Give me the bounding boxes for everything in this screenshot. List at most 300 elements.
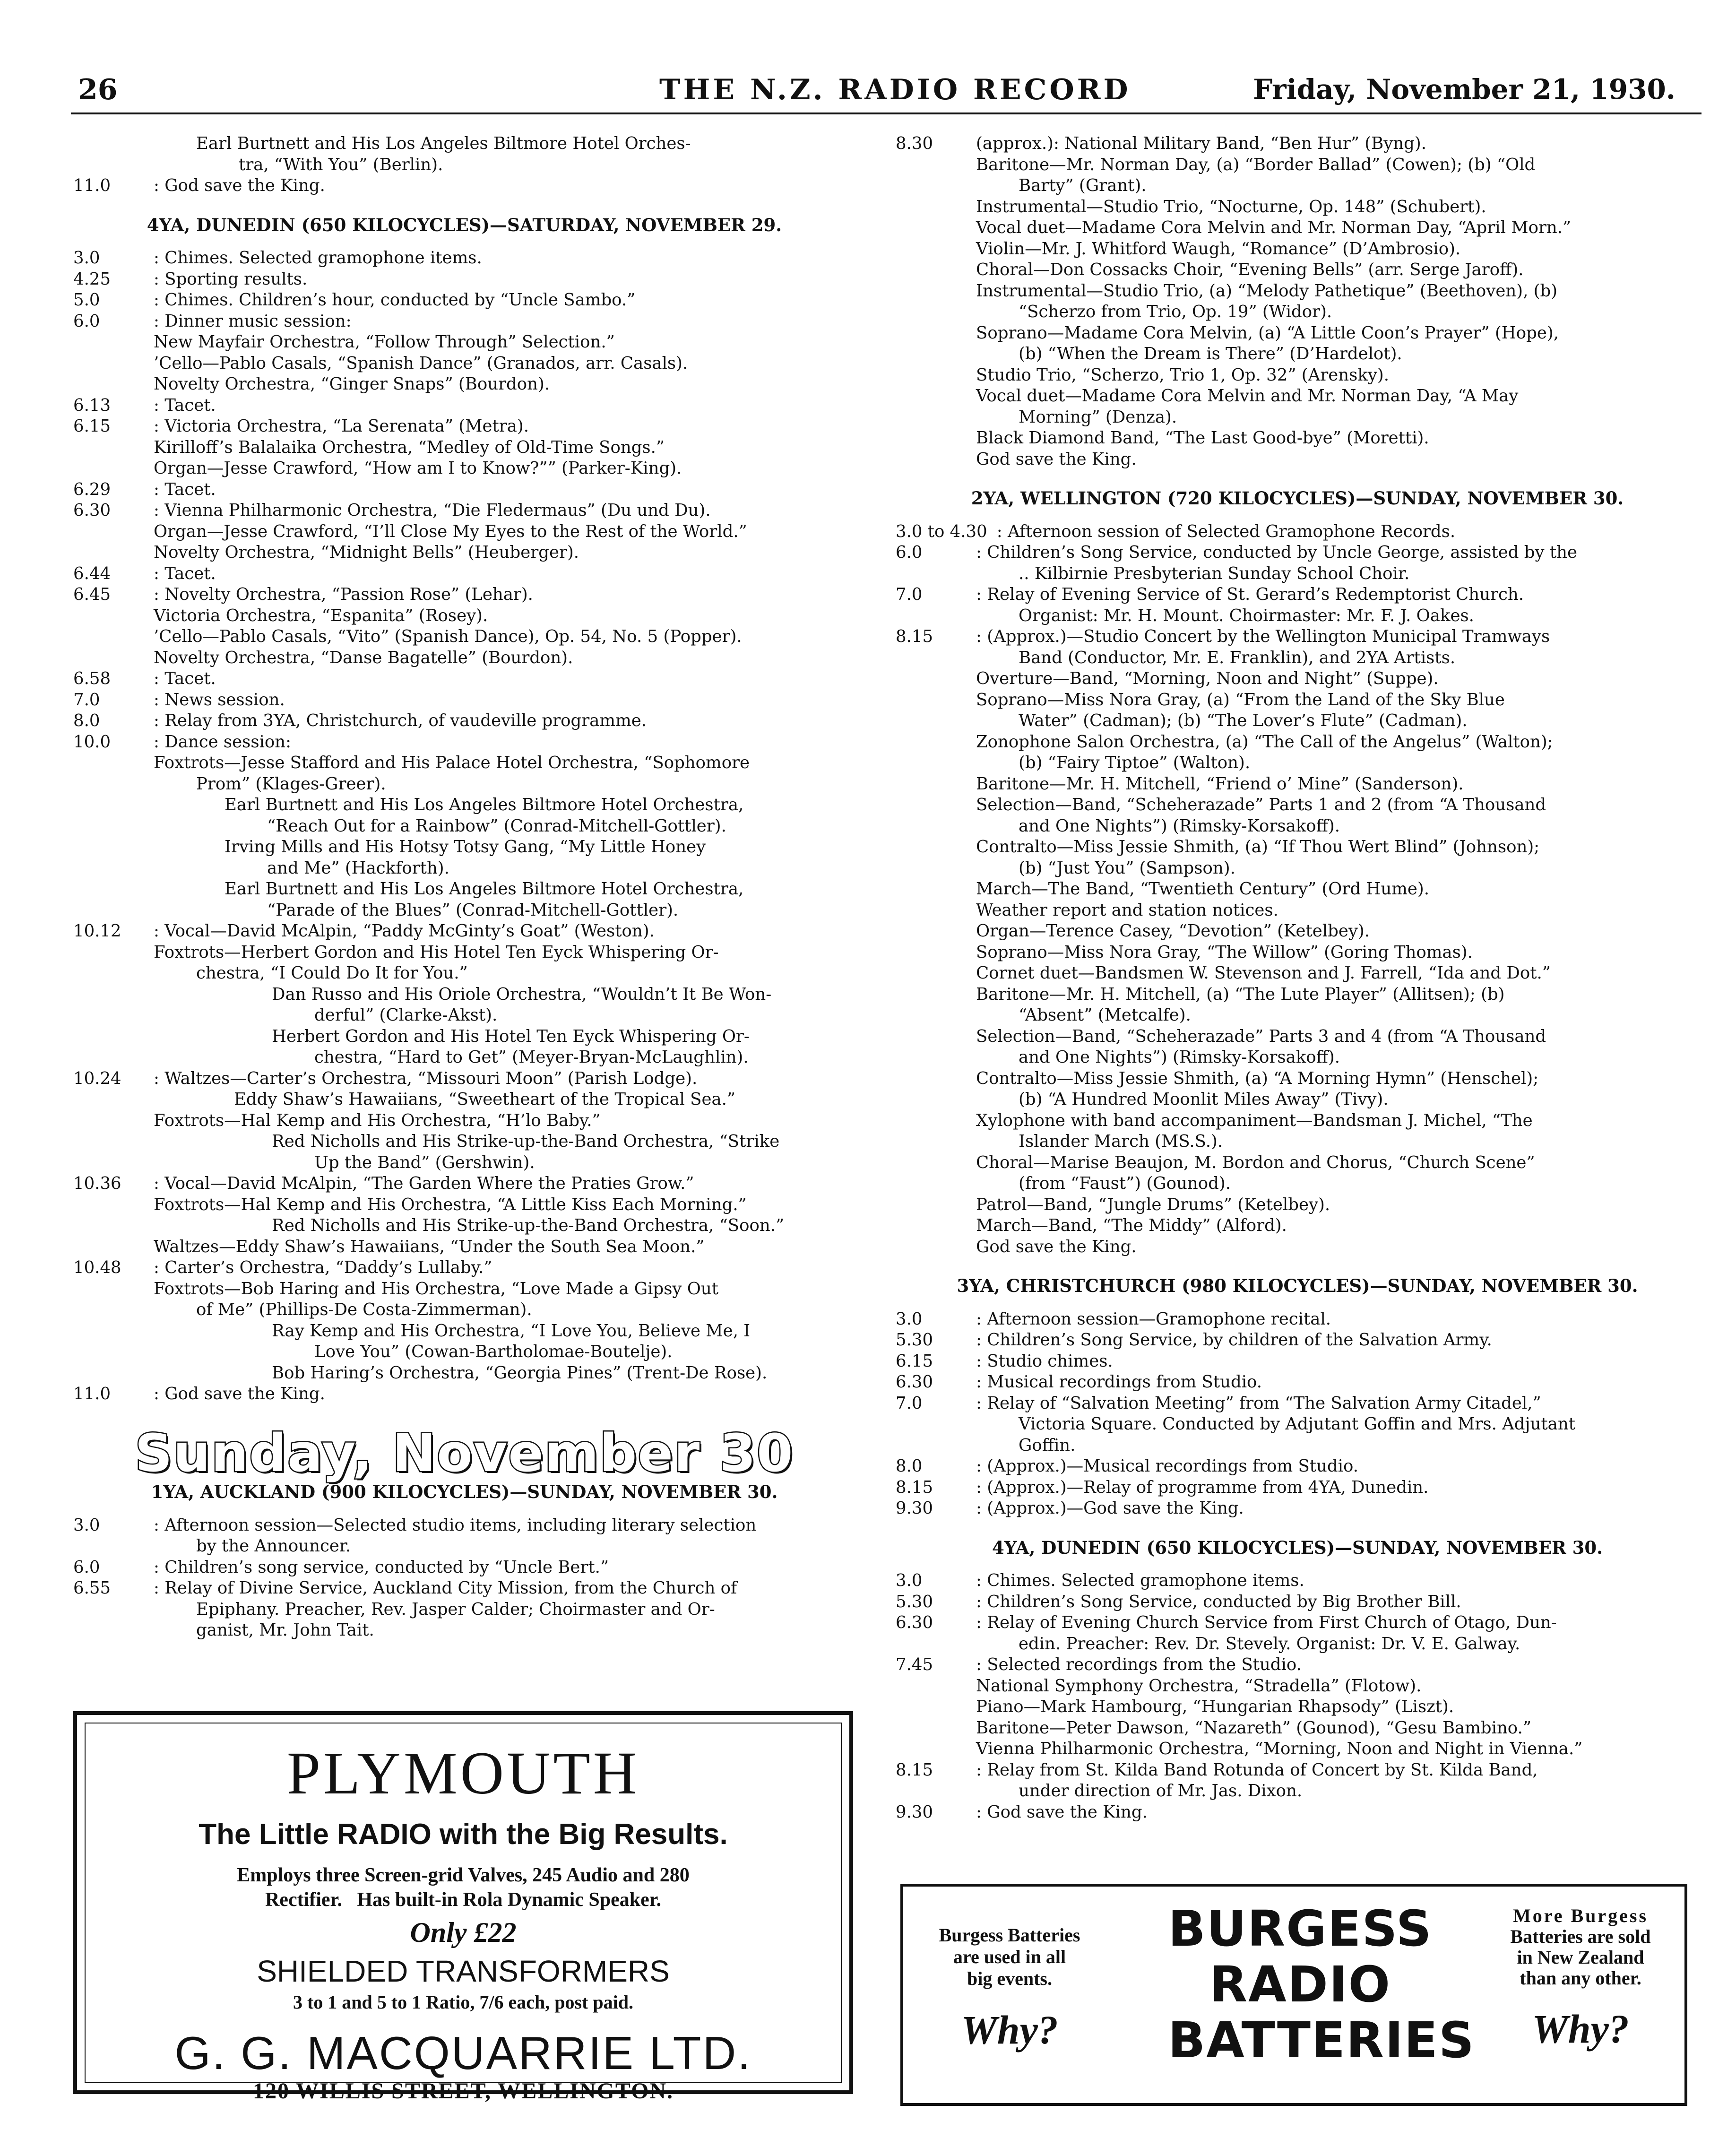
text-line: : (Approx.)—Relay of programme from 4YA, Dunedin.: [976, 1477, 1429, 1497]
time: 6.30: [896, 1372, 933, 1392]
schedule-row: [73, 606, 855, 627]
sunday-banner: Sunday, November 30: [135, 1422, 794, 1483]
programme-item: [896, 879, 1699, 900]
station-heading: 4YA, DUNEDIN (650 KILOCYCLES)—SATURDAY, NOVEMBER 29.: [147, 214, 782, 235]
programme-item: [896, 449, 1699, 470]
entry-text: [967, 584, 1699, 626]
programme-item: [73, 1363, 855, 1384]
text-line: Xylophone with band accompaniment—Bandsman J. Michel, “The: [976, 1110, 1533, 1130]
text-line: : Children’s Song Service, conducted by Uncle George, assisted by the: [976, 543, 1577, 562]
time: 7.0: [896, 585, 923, 604]
entry-text: : Carter’s Orchestra, “Daddy’s Lullaby.”: [154, 1258, 492, 1277]
schedule-row: [896, 521, 1699, 543]
programme-item: [73, 1321, 855, 1363]
schedule-row: [73, 921, 855, 942]
schedule-row: [73, 563, 855, 585]
ad-text-line: More Burgess: [1512, 1905, 1649, 1926]
text-line: “Absent” (Metcalfe).: [1019, 1005, 1191, 1025]
schedule-row: [73, 374, 855, 395]
time: 10.12: [73, 921, 121, 941]
text-line: Weather report and station notices.: [976, 900, 1278, 920]
time: 10.36: [73, 1174, 121, 1193]
schedule-row: [896, 542, 1699, 584]
schedule-row: [73, 521, 855, 543]
schedule-row: [73, 1257, 855, 1279]
station-heading: 2YA, WELLINGTON (720 KILOCYCLES)—SUNDAY, NOVEMBER 30.: [971, 488, 1624, 509]
schedule-row: [73, 175, 855, 197]
schedule-row: [896, 1372, 1699, 1393]
burgess-right-panel: [1495, 1905, 1666, 2050]
entry-text: [144, 1578, 855, 1641]
time: 9.30: [896, 1802, 933, 1822]
entry-text: [967, 1612, 1699, 1654]
ad-why: Why?: [961, 2007, 1058, 2052]
time: [73, 332, 144, 353]
text-line: derful” (Clarke-Akst).: [314, 1005, 498, 1025]
text-line: Goffin.: [1019, 1435, 1076, 1455]
schedule-row: [73, 332, 855, 353]
text-line: Up the Band” (Gershwin).: [314, 1152, 535, 1172]
programme-item: [896, 217, 1699, 239]
ad-text-line: big events.: [967, 1968, 1052, 1989]
page-number: 26: [78, 73, 118, 106]
text-line: Red Nicholls and His Strike-up-the-Band Orchestra, “Soon.”: [272, 1216, 785, 1235]
entry-text: : Sporting results.: [154, 269, 308, 289]
schedule-row: [73, 458, 855, 479]
schedule-row: [73, 626, 855, 648]
text-line: Overture—Band, “Morning, Noon and Night” (Suppe).: [976, 669, 1439, 688]
brand-line: BATTERIES: [1168, 2011, 1475, 2069]
time: 6.30: [896, 1613, 933, 1632]
schedule-row: [73, 584, 855, 606]
schedule-row: [896, 1592, 1699, 1613]
text-line: (approx.): National Military Band, “Ben Hur” (Byng).: [976, 134, 1426, 153]
entry-text: Victoria Orchestra, “Espanita” (Rosey).: [154, 606, 488, 625]
time: 3.0: [896, 1571, 923, 1590]
time: [73, 542, 144, 563]
time: 6.45: [73, 585, 111, 604]
text-line: : Studio chimes.: [976, 1351, 1113, 1371]
text-line: Organist: Mr. H. Mount. Choirmaster: Mr. F. J. Oakes.: [1019, 606, 1474, 625]
time: 3.0 to 4.30: [896, 521, 987, 541]
programme-item: [896, 155, 1699, 197]
text-line: Prom” (Klages-Greer).: [196, 774, 386, 794]
entry-text: [987, 521, 1699, 543]
schedule-list: [73, 1068, 855, 1090]
time: [73, 458, 144, 479]
text-line: chestra, “Hard to Get” (Meyer-Bryan-McLaughlin).: [314, 1048, 749, 1067]
entry-text: [967, 1393, 1699, 1456]
entry-text: [967, 1592, 1699, 1613]
entry-text: Novelty Orchestra, “Midnight Bells” (Heuberger).: [154, 543, 579, 562]
schedule-list: [73, 1515, 855, 1641]
text-line: Selection—Band, “Scheherazade” Parts 3 and 4 (from “A Thousand: [976, 1026, 1546, 1046]
schedule-list: [73, 1173, 855, 1195]
programme-item: [73, 753, 855, 795]
text-line: Contralto—Miss Jessie Shmith, (a) “A Morning Hymn” (Henschel);: [976, 1068, 1539, 1088]
text-line: Foxtrots—Bob Haring and His Orchestra, “Love Made a Gipsy Out: [154, 1279, 718, 1299]
time: 3.0: [73, 248, 100, 268]
ad-text-line: Burgess Batteries: [939, 1924, 1080, 1946]
entry-text: : Waltzes—Carter’s Orchestra, “Missouri Moon” (Parish Lodge).: [154, 1068, 698, 1088]
text-line: : Relay of “Salvation Meeting” from “The Salvation Army Citadel,”: [976, 1393, 1541, 1413]
burgess-left-panel: [932, 1924, 1088, 2051]
schedule-row: [73, 690, 855, 711]
text-line: Morning” (Denza).: [1019, 407, 1177, 427]
time: 6.0: [73, 1557, 100, 1577]
text-line: Dan Russo and His Oriole Orchestra, “Wouldn’t It Be Won-: [272, 984, 772, 1004]
text-line: Baritone—Mr. Norman Day, (a) “Border Ballad” (Cowen); (b) “Old: [976, 155, 1536, 174]
text-line: Band (Conductor, Mr. E. Franklin), and 2YA Artists.: [1019, 648, 1456, 667]
time: 8.15: [896, 1760, 933, 1780]
text-line: Instrumental—Studio Trio, (a) “Melody Pathetique” (Beethoven), (b): [976, 281, 1558, 301]
text-line: “Reach Out for a Rainbow” (Conrad-Mitchell-Gottler).: [267, 816, 726, 836]
text-line: Vocal duet—Madame Cora Melvin and Mr. Norman Day, “A May: [976, 386, 1519, 406]
schedule-row: [73, 479, 855, 501]
time: 6.0: [896, 543, 923, 562]
text-line: Bob Haring’s Orchestra, “Georgia Pines” (Trent-De Rose).: [272, 1363, 768, 1383]
text-line: Red Nicholls and His Strike-up-the-Band Orchestra, “Strike: [272, 1132, 780, 1151]
time: 6.58: [73, 669, 111, 688]
ad-product-detail: 3 to 1 and 5 to 1 Ratio, 7/6 each, post paid.: [293, 1992, 634, 2013]
programme-item: [896, 1026, 1699, 1068]
time: 5.30: [896, 1330, 933, 1350]
text-line: Patrol—Band, “Jungle Drums” (Ketelbey).: [976, 1195, 1330, 1214]
time: 11.0: [73, 176, 111, 195]
text-line: Instrumental—Studio Trio, “Nocturne, Op. 148” (Schubert).: [976, 197, 1486, 216]
programme-item: [896, 963, 1699, 984]
time: 6.15: [896, 1351, 933, 1371]
entry-text: ’Cello—Pablo Casals, “Vito” (Spanish Dance), Op. 54, No. 5 (Popper).: [154, 627, 742, 646]
text-line: : (Approx.)—Studio Concert by the Wellington Municipal Tramways: [976, 627, 1550, 646]
programme-item: [73, 837, 855, 879]
programme-item: [896, 239, 1699, 260]
schedule-row: [73, 311, 855, 332]
text-line: March—Band, “The Middy” (Alford).: [976, 1216, 1287, 1235]
programme-item: [896, 795, 1699, 837]
text-line: Violin—Mr. J. Whitford Waugh, “Romance” (D’Ambrosio).: [976, 239, 1461, 259]
programme-item: [896, 1237, 1699, 1258]
text-line: edin. Preacher: Rev. Dr. Stevely. Organist: Dr. V. E. Galway.: [1019, 1634, 1520, 1654]
time: 11.0: [73, 1384, 111, 1403]
entry-text: New Mayfair Orchestra, “Follow Through” Selection.”: [154, 332, 615, 352]
entry-text: [967, 1570, 1699, 1592]
schedule-row: [73, 710, 855, 732]
text-line: (b) “Fairy Tiptoe” (Walton).: [1019, 753, 1251, 772]
entry-text: [967, 1372, 1699, 1393]
ad-address: 120 WILLIS STREET, WELLINGTON.: [252, 2078, 674, 2104]
time: [73, 437, 144, 459]
ad-text-line: in New Zealand: [1517, 1947, 1644, 1968]
text-line: : Afternoon session—Gramophone recital.: [976, 1309, 1331, 1329]
programme-item: [73, 1026, 855, 1068]
text-line: Ray Kemp and His Orchestra, “I Love You, Believe Me, I: [272, 1321, 751, 1341]
ad-why: Why?: [1532, 2006, 1629, 2052]
programme-item: [73, 1195, 855, 1216]
programme-item: [896, 428, 1699, 449]
programme-list: [896, 1676, 1699, 1760]
text-line: Organ—Terence Casey, “Devotion” (Ketelbey).: [976, 921, 1370, 941]
entry-text: [967, 1456, 1699, 1477]
text-line: : Chimes. Selected gramophone items.: [976, 1571, 1304, 1590]
schedule-row: [73, 1578, 855, 1641]
time: [73, 606, 144, 627]
programme-item: [896, 732, 1699, 774]
schedule-row: [73, 732, 855, 753]
burgess-brand: [1168, 1900, 1475, 2069]
text-line: : Children’s Song Service, by children of the Salvation Army.: [976, 1330, 1492, 1350]
text-line: Islander March (MS.S.).: [1019, 1132, 1223, 1151]
text-line: and One Nights”) (Rimsky-Korsakoff).: [1019, 816, 1340, 836]
schedule-list: [896, 1760, 1699, 1823]
schedule-row: [73, 437, 855, 459]
schedule-row: [896, 1498, 1699, 1519]
schedule-row: [73, 353, 855, 374]
schedule-row: [73, 395, 855, 416]
text-line: Eddy Shaw’s Hawaiians, “Sweetheart of the Tropical Sea.”: [234, 1090, 736, 1109]
schedule-row: [896, 626, 1699, 668]
text-line: : Selected recordings from the Studio.: [976, 1655, 1302, 1674]
dance-list: [73, 1279, 855, 1384]
schedule-row: [896, 1612, 1699, 1654]
schedule-list: [896, 1309, 1699, 1519]
burgess-advertisement: [900, 1884, 1687, 2106]
text-line: “Parade of the Blues” (Conrad-Mitchell-Gottler).: [267, 900, 679, 920]
entry-text: : God save the King.: [154, 176, 325, 195]
schedule-list: [896, 133, 1699, 470]
text-line: God save the King.: [976, 449, 1137, 469]
programme-item: [896, 260, 1699, 281]
entry-text: [967, 1330, 1699, 1351]
time: 6.13: [73, 395, 111, 415]
programme-item: [896, 668, 1699, 690]
entry-text: [967, 1760, 1699, 1802]
programme-item: [73, 1279, 855, 1321]
entry-text: : Tacet.: [154, 563, 216, 583]
entry-text: : Dance session:: [154, 732, 292, 752]
schedule-row: [73, 248, 855, 269]
text-line: Waltzes—Eddy Shaw’s Hawaiians, “Under the South Sea Moon.”: [154, 1237, 705, 1256]
schedule-row: [73, 648, 855, 669]
programme-item: [896, 921, 1699, 942]
ad-price: Only £22: [410, 1917, 517, 1948]
entry-text: [967, 1654, 1699, 1676]
schedule-list: [896, 1570, 1699, 1676]
entry-text: Kirilloff’s Balalaika Orchestra, “Medley of Old-Time Songs.”: [154, 437, 665, 457]
programme-item: [896, 197, 1699, 218]
programme-list: [896, 668, 1699, 1257]
time: 6.0: [73, 311, 100, 331]
page-header: [78, 73, 1694, 116]
ad-text-line: Batteries are sold: [1510, 1926, 1651, 1947]
schedule-row: [896, 1351, 1699, 1372]
dance-list: [73, 942, 855, 1068]
entry-text: : Tacet.: [154, 669, 216, 688]
schedule-row: [896, 1760, 1699, 1802]
schedule-list: [896, 521, 1699, 669]
time: 10.24: [73, 1068, 121, 1088]
schedule-row: [896, 1802, 1699, 1823]
ad-title: PLYMOUTH: [286, 1740, 640, 1807]
schedule-row: [73, 290, 855, 311]
entry-text: [967, 133, 1699, 155]
schedule-row: [73, 269, 855, 290]
text-line: Herbert Gordon and His Hotel Ten Eyck Whispering Or-: [272, 1026, 750, 1046]
text-line: (b) “Just You” (Sampson).: [1019, 858, 1235, 878]
text-line: Foxtrots—Hal Kemp and His Orchestra, “H’lo Baby.”: [154, 1110, 601, 1130]
station-heading: 3YA, CHRISTCHURCH (980 KILOCYCLES)—SUNDAY, NOVEMBER 30.: [957, 1275, 1638, 1296]
programme-item: [896, 1110, 1699, 1152]
text-line: March—The Band, “Twentieth Century” (Ord Hume).: [976, 879, 1430, 899]
time: 6.30: [73, 501, 111, 520]
programme-item: [896, 900, 1699, 921]
programme-item: [896, 837, 1699, 879]
text-line: (b) “When the Dream is There” (D’Hardelot).: [1019, 344, 1402, 364]
right-column: [896, 133, 1699, 1823]
programme-item: [896, 281, 1699, 323]
text-line: God save the King.: [976, 1237, 1137, 1256]
schedule-row: [896, 1570, 1699, 1592]
text-line: tra, “With You” (Berlin).: [239, 155, 443, 174]
text-line: Foxtrots—Hal Kemp and His Orchestra, “A Little Kiss Each Morning.”: [154, 1195, 747, 1214]
text-line: and One Nights”) (Rimsky-Korsakoff).: [1019, 1048, 1340, 1067]
schedule-row: [896, 1654, 1699, 1676]
text-line: : Relay from St. Kilda Band Rotunda of Concert by St. Kilda Band,: [976, 1760, 1538, 1780]
entry-text: [967, 626, 1699, 668]
programme-item: [896, 386, 1699, 428]
plymouth-advertisement: [73, 1711, 853, 2104]
programme-item: Vienna Philharmonic Orchestra, “Morning, Noon and Night in Vienna.”: [976, 1739, 1583, 1758]
time: [73, 521, 144, 543]
programme-item: [73, 984, 855, 1026]
time: 8.15: [896, 1477, 933, 1497]
schedule-list: [73, 921, 855, 942]
dance-list: [73, 1195, 855, 1258]
text-line: : Musical recordings from Studio.: [976, 1372, 1262, 1392]
schedule-row: [896, 1309, 1699, 1330]
programme-item: [73, 942, 855, 984]
programme-item: [896, 1152, 1699, 1195]
schedule-row: [896, 1477, 1699, 1498]
entry-text: : God save the King.: [154, 1384, 325, 1403]
time: 10.48: [73, 1258, 121, 1277]
text-line: Studio Trio, “Scherzo, Trio 1, Op. 32” (Arensky).: [976, 365, 1390, 385]
time: 5.30: [896, 1592, 933, 1611]
time: 4.25: [73, 269, 111, 289]
entry-text: [967, 1802, 1699, 1823]
schedule-list: [73, 1257, 855, 1279]
ad-tagline: The Little RADIO with the Big Results.: [199, 1818, 728, 1851]
entry-text: : Novelty Orchestra, “Passion Rose” (Lehar).: [154, 585, 533, 604]
text-line: Irving Mills and His Hotsy Totsy Gang, “My Little Honey: [225, 837, 706, 857]
text-line: : Children’s song service, conducted by “Uncle Bert.”: [154, 1557, 609, 1577]
entry-text: ’Cello—Pablo Casals, “Spanish Dance” (Granados, arr. Casals).: [154, 353, 688, 373]
text-line: and Me” (Hackforth).: [267, 858, 449, 878]
text-line: Earl Burtnett and His Los Angeles Biltmore Hotel Orchestra,: [225, 795, 744, 814]
ad-description: [86, 1863, 841, 1912]
entry-text: : Tacet.: [154, 479, 216, 499]
entry-text: : Victoria Orchestra, “La Serenata” (Metra).: [154, 416, 529, 436]
time: 7.0: [73, 690, 100, 710]
ad-description-line: Rectifier. Has built-in Rola Dynamic Speaker.: [265, 1889, 662, 1911]
text-line: : Relay of Divine Service, Auckland City Mission, from the Church of: [154, 1578, 737, 1598]
schedule-row: [73, 500, 855, 521]
station-heading: 1YA, AUCKLAND (900 KILOCYCLES)—SUNDAY, NOVEMBER 30.: [151, 1481, 778, 1502]
programme-item: Baritone—Peter Dawson, “Nazareth” (Gounod), “Gesu Bambino.”: [976, 1718, 1531, 1738]
schedule-row: [73, 668, 855, 690]
text-line: Zonophone Salon Orchestra, (a) “The Call of the Angelus” (Walton);: [976, 732, 1553, 752]
dance-list: [73, 1089, 855, 1173]
programme-item: [896, 365, 1699, 386]
text-line: Barty” (Grant).: [1019, 176, 1147, 195]
lead-item: [73, 133, 855, 175]
ad-inner-border: [85, 1723, 842, 2104]
left-column: [73, 133, 855, 1641]
text-line: Soprano—Miss Nora Gray, (a) “From the Land of the Sky Blue: [976, 690, 1505, 710]
programme-item: [896, 984, 1699, 1026]
text-line: (from “Faust”) (Gounod).: [1019, 1174, 1231, 1193]
programme-item: [896, 774, 1699, 795]
schedule-list: [73, 248, 855, 753]
entry-text: [967, 1477, 1699, 1498]
text-line: : (Approx.)—Musical recordings from Studio.: [976, 1456, 1359, 1476]
text-line: chestra, “I Could Do It for You.”: [196, 963, 468, 983]
text-line: Baritone—Mr. H. Mitchell, (a) “The Lute Player” (Allitsen); (b): [976, 984, 1505, 1004]
entry-text: [967, 1351, 1699, 1372]
text-line: by the Announcer.: [196, 1536, 351, 1556]
entry-text: Novelty Orchestra, “Danse Bagatelle” (Bourdon).: [154, 648, 573, 667]
time: 3.0: [73, 1515, 100, 1535]
schedule-row: [896, 584, 1699, 626]
text-line: Love You” (Cowan-Bartholomae-Boutelje).: [314, 1342, 673, 1361]
entry-text: [967, 542, 1699, 584]
entry-text: Novelty Orchestra, “Ginger Snaps” (Bourdon).: [154, 374, 550, 394]
text-line: Selection—Band, “Scheherazade” Parts 1 and 2 (from “A Thousand: [976, 795, 1546, 814]
text-line: .. Kilbirnie Presbyterian Sunday School Choir.: [1019, 563, 1410, 583]
text-line: under direction of Mr. Jas. Dixon.: [1019, 1781, 1303, 1801]
schedule-row: [73, 1515, 855, 1557]
text-line: Epiphany. Preacher, Rev. Jasper Calder; Choirmaster and Or-: [196, 1599, 715, 1619]
time: [73, 648, 144, 669]
schedule-row: [73, 1173, 855, 1195]
text-line: : Relay of Evening Church Service from First Church of Otago, Dun-: [976, 1613, 1557, 1632]
ad-description-line: Employs three Screen-grid Valves, 245 Audio and 280: [237, 1864, 690, 1886]
entry-text: Organ—Jesse Crawford, “How am I to Know?”” (Parker-King).: [154, 459, 682, 478]
ad-company: G. G. MACQUARRIE LTD.: [174, 2027, 752, 2079]
entry-text: : Vocal—David McAlpin, “Paddy McGinty’s Goat” (Weston).: [154, 921, 655, 941]
entry-text: : News session.: [154, 690, 285, 710]
time: 9.30: [896, 1498, 933, 1518]
time: 8.0: [73, 711, 100, 730]
text-line: Earl Burtnett and His Los Angeles Biltmore Hotel Orchestra,: [225, 879, 744, 899]
entry-text: [144, 1515, 855, 1557]
entry-text: [144, 1557, 855, 1578]
text-line: Cornet duet—Bandsmen W. Stevenson and J. Farrell, “Ida and Dot.”: [976, 963, 1551, 983]
programme-item: [73, 1131, 855, 1173]
text-line: Choral—Don Cossacks Choir, “Evening Bells” (arr. Serge Jaroff).: [976, 260, 1524, 279]
issue-date: Friday, November 21, 1930.: [1252, 73, 1676, 105]
header-rule: [71, 113, 1701, 114]
programme-item: [73, 1237, 855, 1258]
text-line: Vocal duet—Madame Cora Melvin and Mr. Norman Day, “April Morn.”: [976, 218, 1572, 237]
time: 7.0: [896, 1393, 923, 1413]
schedule-row: [896, 1393, 1699, 1456]
programme-item: National Symphony Orchestra, “Stradella” (Flotow).: [976, 1676, 1422, 1696]
brand-line: RADIO: [1209, 1956, 1391, 2013]
programme-item: [73, 795, 855, 837]
programme-item: [73, 879, 855, 921]
time: 8.15: [896, 627, 933, 646]
